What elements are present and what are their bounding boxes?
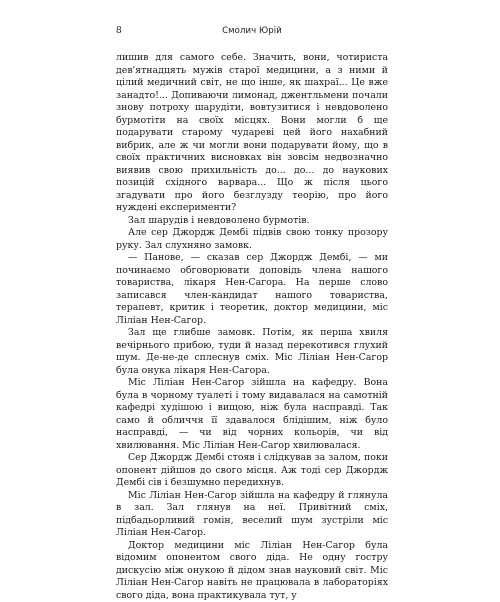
paragraph: Але сер Джордж Дембі підвів свою тонку прозору руку. Зал слухняно замовк. <box>116 227 388 252</box>
paragraph: Міс Ліліан Нен-Сагор зійшла на кафедру. Вона була в чорному туалеті і тому видавалася на самотній кафедрі худішою і вищою, ніж була насправді. Так само й обличчя її здавалося блідішим, ніж було насправді, — чи від чорних кольорів, чи від хвилювання. Міс Ліліан Нен-Сагор хвилювалася. <box>116 377 388 452</box>
paragraph: Зал ще глибше замовк. Потім, як перша хвиля вечірнього прибою, туди й назад перекотився глухий шум. Де-не-де сплеснув сміх. Міс Ліліан Нен-Сагор була онука лікаря Нен-Сагора. <box>116 327 388 377</box>
paragraph: — Панове, — сказав сер Джордж Дембі, — ми починаємо обговорювати доповідь члена нашого товариства, лікаря Нен-Сагора. На перше слово записався член-кандидат нашого товариства, терапевт, критик і теоретик, доктор медицини, міс Ліліан Нен-Сагор. <box>116 252 388 327</box>
paragraph: Міс Ліліан Нен-Сагор зійшла на кафедру й глянула в зал. Зал глянув на неї. Привітний сміх, підбадьорливий гомін, веселий шум зустріли міс Ліліан Нен-Сагор. <box>116 490 388 540</box>
paragraph: Сер Джордж Дембі стояв і слідкував за залом, поки опонент дійшов до свого місця. Аж тоді сер Джордж Дембі сів і безшумно передихнув. <box>116 452 388 490</box>
paragraph: лишив для самого себе. Значить, вони, чотириста дев'ятнадцять мужів старої медицини, а з ними й цілий медичний світ, не що інше, як шахраї... Це вже занадто!... Допиваючи лимонад, джентльмени почали знову потроху шарудіти, вовтузитися і невдоволено бурмотіти на своїх місцях. Вони могли б ще подарувати старому чудареві цей його нахабний вибрик, але ж чи могли вони подарувати йому, що в своїх практичних висновках він зовсім недвозначно виявив свою прихильність до... до... до наукових позицій східного варвара... Що ж після цього згадувати про його безглузду теорію, про його нуждені експерименти? <box>116 52 388 215</box>
page-header <box>116 24 388 38</box>
page-number: 8 <box>116 24 122 38</box>
paragraph: Зал шарудів і невдоволено бурмотів. <box>116 215 388 228</box>
paragraph: Доктор медицини міс Ліліан Нен-Сагор була відомим опонентом свого діда. Не одну гостру дискусію між онукою й дідом знав науковий світ. Міс Ліліан Нен-Сагор навіть не працювала в лабораторіях свого діда, вона практикувала тут, у <box>116 540 388 602</box>
body-text <box>116 52 388 602</box>
running-head-author: Смолич Юрій <box>116 24 388 38</box>
